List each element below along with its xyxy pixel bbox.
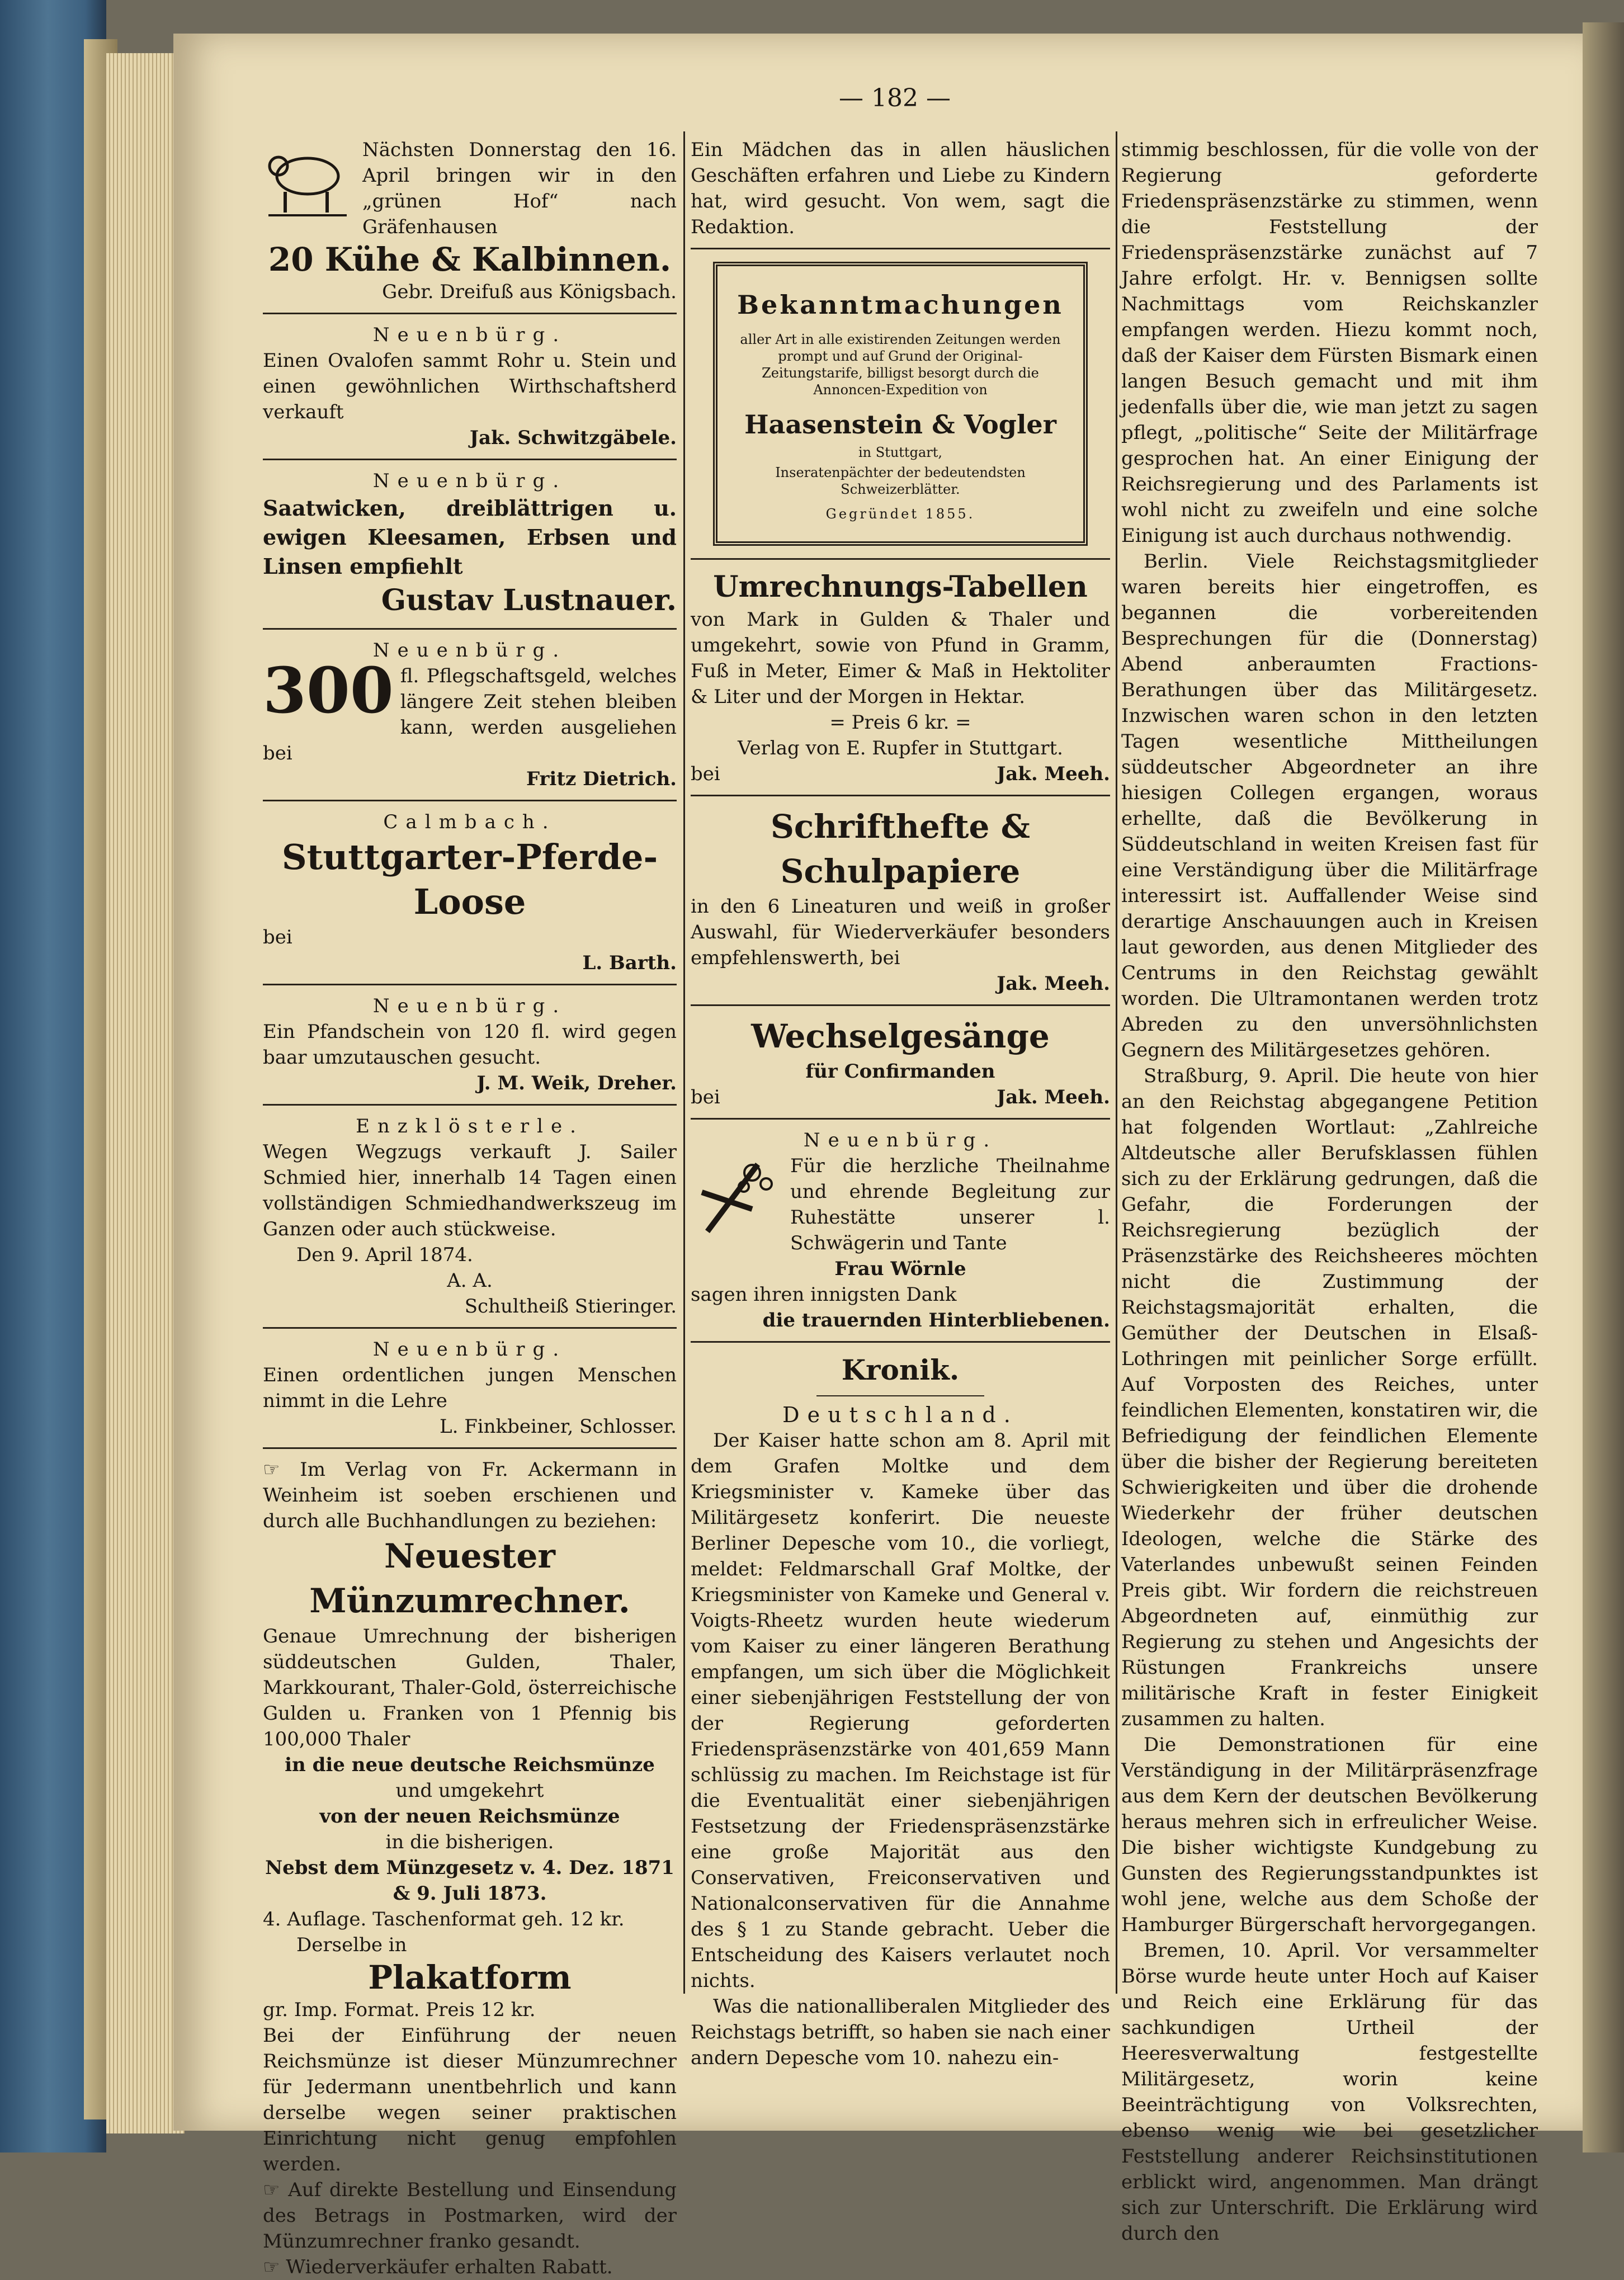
ad-line: und umgekehrt (395, 1779, 544, 1802)
ad-place: Calmbach. (383, 811, 556, 833)
section-subtitle: Deutschland. (782, 1403, 1018, 1427)
divider (816, 1395, 984, 1396)
divider (263, 1104, 677, 1106)
ad-line: ☞ Wiederverkäufer erhalten Rabatt. (263, 2256, 613, 2278)
box-firm: Haasenstein & Vogler (744, 409, 1056, 440)
ad-text: Einen Ovalofen sammt Rohr u. Stein und einen gewöhnlichen Wirthschaftsherd verkauft (263, 350, 677, 423)
ad-signature: Gustav Lustnauer. (381, 583, 677, 617)
ad-thanks (691, 1127, 1110, 1333)
ad-signature: Gebr. Dreifuß aus Königsbach. (382, 281, 677, 303)
ad-name: Frau Wörnle (834, 1258, 966, 1280)
ad-line: ☞ Auf direkte Bestellung und Einsendung des Betrags in Postmarken, wird der Münzumrechner franko gesandt. (263, 2179, 677, 2253)
ad-apprentice (263, 1337, 677, 1439)
divider (691, 795, 1110, 796)
ad-pre: bei (263, 926, 292, 948)
ad-line: Nebst dem Münzgesetz v. 4. Dez. 1871 & 9. Juli 1873. (265, 1857, 674, 1905)
ad-text: von Mark in Gulden & Thaler und umgekehrt, sowie von Pfund in Gramm, Fuß in Meter, Eimer & Maß in Hektoliter & Liter und der Morgen in Hektar. (691, 608, 1110, 708)
ad-plakat: Plakatform (368, 1958, 572, 1996)
news-paragraph: Was die nationalliberalen Mitglieder des Reichstags betrifft, so haben sie nach einer andern Depesche vom 10. nahezu ein- (691, 1995, 1110, 2069)
ad-school-supplies (691, 804, 1110, 997)
ad-headline: 20 Kühe & Kalbinnen. (268, 240, 672, 278)
ad-price: = Preis 6 kr. = (829, 711, 971, 734)
column-2 (691, 137, 1110, 2071)
news-paragraph: Straßburg, 9. April. Die heute von hier an den Reichstag abgegangene Petition hat folgenden Wortlaut: „Zahlreiche Altdeutsche aller Berufsklassen fühlen sich zu der Erklärung gedrungen, daß die Gefahr, die Forderungen der Reichsregierung bezüglich der Präsenzstärke des Reichsheeres möchten nicht die Zustimmung der Reichstagsmajorität erhalten, die Gemüther der Deutschen in Elsaß-Lothringen mit peinlicher Sorge erfüllt. Auf Vorposten des Reiches, unter feindlichen Elementen, konstatiren wir, die Befriedigung der feindlichen Elemente über die bisher der Regierung bereiteten Schwierigkeiten und über die drohende Wiederkehr der früher deutschen Ideologen, welche die Stärke des Vaterlandes unbewußt seinen Feinden Preis gibt. Wir fordern die reichstreuen Abgeordneten auf, einmüthig zur Regierung zu stehen und Angesichts der Rüstungen Frankreichs unsere militärische Kraft in fester Einigkeit zusammen zu halten. (1121, 1065, 1538, 1730)
ad-pre: bei (691, 1086, 720, 1108)
ad-place: Neuenbürg. (372, 470, 567, 492)
ad-signature: Jak. Meeh. (997, 973, 1110, 995)
ad-line: gr. Imp. Format. Preis 12 kr. (263, 1999, 536, 2021)
ad-maid: Ein Mädchen das in allen häuslichen Geschäften erfahren und Liebe zu Kindern hat, wird gesucht. Von wem, sagt die Redaktion. (691, 139, 1110, 238)
ad-text: Einen ordentlichen jungen Menschen nimmt in die Lehre (263, 1364, 677, 1412)
ad-publisher: Verlag von E. Rupfer in Stuttgart. (738, 737, 1063, 759)
section-title: Kronik. (841, 1353, 960, 1386)
ad-lottery (263, 809, 677, 976)
page-right-edge (1583, 22, 1624, 2152)
ad-text: Nächsten Donnerstag den 16. April bringen wir in den „grünen Hof“ nach Gräfenhausen (362, 139, 677, 238)
divider (263, 313, 677, 314)
ad-sig-row (691, 761, 1110, 787)
box-founded: Gegründet 1855. (825, 506, 975, 522)
ad-place: Neuenbürg. (372, 639, 567, 662)
ad-signature: Jak. Meeh. (997, 763, 1110, 785)
ad-signature: Jak. Schwitzgäbele. (469, 427, 677, 449)
ad-line: Bei der Einführung der neuen Reichsmünze ist dieser Münzumrechner für Jedermann unentbehrlich und kann derselbe wegen seiner praktischen Einrichtung nicht genug empfohlen werden. (263, 2024, 677, 2175)
ad-line: Genaue Umrechnung der bisherigen süddeutschen Gulden, Thaler, Markkourant, Thaler-Gold, österreichische Gulden u. Franken von 1 Pfennig bis 100,000 Thaler (263, 1625, 677, 1750)
news-paragraph: Bremen, 10. April. Vor versammelter Börse wurde heute unter Hoch auf Kaiser und Reich eine Erklärung für das sachkundigen Urtheil der Heeresverwaltung festgestellte Militärgesetz, worin keine Beeinträchtigung von Volksrechten, ebenso wenig wie bei gesetzlicher Feststellung anderer Reichsinstitutionen erblickt wird, angenommen. Man drängt sich zur Unterschrift. Die Erklärung wird durch den (1121, 1939, 1538, 2245)
ad-smith (263, 1113, 677, 1319)
column-rule-1 (683, 131, 685, 1994)
ad-text: Wegen Wegzugs verkauft J. Sailer Schmied hier, innerhalb 14 Tagen einen vollständigen Schmiedhandwerkszeug im Ganzen oder auch stückweise. (263, 1141, 677, 1240)
ad-text: in den 6 Lineaturen und weiß in großer Auswahl, für Wiederverkäufer besonders empfehlenswerth, bei (691, 895, 1110, 969)
ad-text: fl. Pflegschaftsgeld, welches längere Zeit stehen bleiben kann, werden ausgeliehen bei (263, 665, 677, 764)
box-title: Bekanntmachungen (737, 290, 1064, 320)
column-3 (1121, 137, 1538, 2246)
ad-headline: Stuttgarter-Pferde-Loose (281, 837, 658, 922)
divider (691, 1004, 1110, 1006)
ad-sig-row (691, 1084, 1110, 1110)
ad-line: von der neuen Reichsmünze (319, 1805, 620, 1828)
ad-currency-book (263, 1457, 677, 2280)
divider (691, 558, 1110, 560)
ad-hymns (691, 1014, 1110, 1110)
ad-seeds (263, 468, 677, 620)
ad-signature: die trauernden Hinterbliebenen. (762, 1309, 1110, 1332)
ad-place: Neuenbürg. (372, 324, 567, 346)
ad-amount: 300 (263, 654, 394, 728)
ad-place: Neuenbürg. (372, 995, 567, 1017)
ad-headline: Wechselgesänge (751, 1017, 1050, 1055)
divider (263, 984, 677, 985)
box-city: in Stuttgart, (858, 445, 942, 460)
ad-signature: L. Finkbeiner, Schlosser. (440, 1415, 677, 1438)
ad-signature: L. Barth. (582, 952, 677, 974)
divider (263, 1447, 677, 1449)
ad-headline: Umrechnungs-Tabellen (713, 570, 1088, 604)
news-paragraph: Berlin. Viele Reichstagsmitglieder waren bereits hier eingetroffen, es begannen die vorbereitenden Besprechungen für die (Donnerstag) Abend anberaumten Fractions-Berathungen über das Militärgesetz. Inzwischen waren schon in den letzten Tagen wesentliche Mittheilungen süddeutscher Abgeordneter an ihre hiesigen Collegen ergangen, woraus erhellte, daß die Bevölkerung in Süddeutschland in weiten Kreisen fast für eine Verständigung über die Militärfrage interessirt ist. Auffallender Weise sind derartige Anschauungen auch in Kreisen laut geworden, aus denen Mitglieder des Centrums in den Reichstag gewählt worden. Die Ultramontanen werden trotz Abreden zu den unversöhnlichsten Gegnern des Militärgesetzes gehören. (1121, 550, 1538, 1061)
divider (263, 628, 677, 630)
column-rule-2 (1116, 131, 1117, 1994)
ad-place: Neuenbürg. (803, 1129, 998, 1151)
divider (263, 1327, 677, 1329)
divider (691, 1118, 1110, 1120)
ad-signature: Schultheiß Stieringer. (464, 1295, 677, 1318)
ad-headline: Neuester Münzumrechner. (309, 1537, 630, 1621)
ad-cattle (263, 137, 677, 305)
ad-signature: Jak. Meeh. (997, 1086, 1110, 1108)
ad-tables (691, 568, 1110, 787)
ad-pre: bei (691, 763, 720, 785)
ad-box-haasenstein (713, 262, 1088, 546)
ad-signature: J. M. Weik, Dreher. (476, 1072, 677, 1094)
box-text: aller Art in alle existirenden Zeitungen werden prompt und auf Grund der Original-Zeitungstarife, billigst besorgt durch die Annoncen-Expedition von (740, 332, 1061, 398)
ad-text: Für die herzliche Theilnahme und ehrende Begleitung zur Ruhestätte unserer l. Schwägerin und Tante (790, 1155, 1110, 1254)
ad-loan (263, 638, 677, 792)
cross-flowers-icon (691, 1153, 780, 1237)
ad-line: in die bisherigen. (385, 1831, 554, 1853)
ad-headline: Schrifthefte & Schulpapiere (771, 808, 1030, 890)
divider (691, 1341, 1110, 1343)
ad-line: Derselbe in (296, 1934, 407, 1956)
divider (263, 459, 677, 460)
page-number: — 182 — (839, 84, 951, 112)
page-stack (106, 53, 185, 2133)
news-paragraph: Der Kaiser hatte schon am 8. April mit dem Grafen Moltke und dem Kriegsminister v. Kameke über das Militärgesetz konferirt. Die neueste Berliner Depesche vom 10., die vorliegt, meldet: Feldmarschall Graf Moltke, der Kriegsminister von Kameke und General v. Voigts-Rheetz wurden heute wiederum vom Kaiser zu einer längeren Berathung empfangen, um sich über die Möglichkeit einer siebenjährigen Feststellung der von der Regierung geforderten Friedenspräsenzstärke von 401,659 Mann schlüssig zu machen. Im Reichstage ist für die Eventualität einer siebenjährigen Festsetzung der Friedenspräsenzstärke eine große Majorität aus den Conservativen, Freiconservativen und Nationalconservativen für die Annahme des § 1 zu Stande gebracht. Ueber die Entscheidung des Kaisers verlautet noch nichts. (691, 1429, 1110, 1992)
ad-date: Den 9. April 1874. (296, 1244, 473, 1266)
ad-aa: A. A. (447, 1269, 493, 1292)
ad-place: Neuenbürg. (372, 1338, 567, 1361)
ad-line: 4. Auflage. Taschenformat geh. 12 kr. (263, 1908, 625, 1930)
ad-line: in die neue deutsche Reichsmünze (285, 1754, 655, 1776)
news-paragraph: Die Demonstrationen für eine Verständigung in der Militärpräsenzfrage aus dem Kern der deutschen Bevölkerung heraus mehren sich in erfreulicher Weise. Die bisher wichtigste Kundgebung zu Gunsten des Regierungsstandpunktes ist wohl jene, welche aus dem Schoße der Hamburger Bürgerschaft hervorgegangen. (1121, 1734, 1538, 1936)
ad-text2: sagen ihren innigsten Dank (691, 1283, 957, 1306)
news-paragraph: stimmig beschlossen, für die volle von der Regierung geforderte Friedenspräsenzstärke zu stimmen, wenn die Feststellung der Friedenspräsenzstärke zunächst auf 7 Jahre erfolgt. Hr. v. Bennigsen sollte Nachmittags vom Reichskanzler empfangen werden. Hiezu kommt noch, daß der Kaiser dem Fürsten Bismark einen langen Besuch gemacht und mit ihm jedenfalls über die, wie man jetzt zu sagen pflegt, „politische“ Seite der Militärfrage gesprochen hat. An einer Einigung der Reichsregierung und des Parlaments ist wohl nicht zu zweifeln und eine solche Einigung ist auch durchaus nothwendig. (1121, 139, 1538, 547)
ad-text: Saatwicken, dreiblättrigen u. ewigen Kleesamen, Erbsen und Linsen empfiehlt (263, 495, 677, 579)
ad-sub: für Confirmanden (805, 1060, 995, 1083)
ad-text: Ein Pfandschein von 120 fl. wird gegen baar umzutauschen gesucht. (263, 1021, 677, 1069)
divider (691, 248, 1110, 249)
ad-pawn (263, 993, 677, 1096)
ad-signature: Fritz Dietrich. (526, 768, 677, 790)
ad-stove (263, 322, 677, 451)
column-1 (263, 137, 677, 2280)
divider (263, 800, 677, 801)
cattle-icon (263, 137, 352, 221)
ad-place: Enzklösterle. (356, 1115, 584, 1137)
ad-intro: ☞ Im Verlag von Fr. Ackermann in Weinheim ist soeben erschienen und durch alle Buchhandlungen zu beziehen: (263, 1458, 677, 1532)
box-sub: Inseratenpächter der bedeutendsten Schweizerblätter. (775, 465, 1026, 497)
